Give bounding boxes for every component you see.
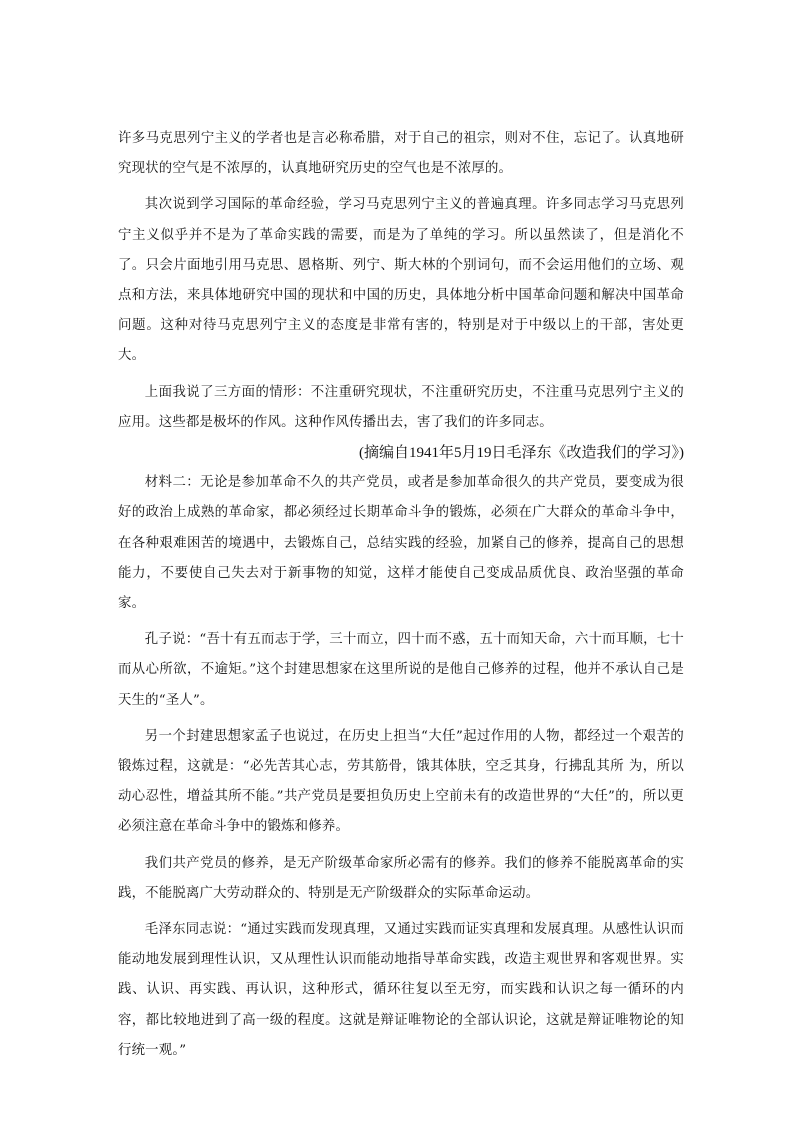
paragraph-material-two: 材料二：无论是参加革命不久的共产党员，或者是参加革命很久的共产党员，要变成为很好的政治上成熟的革命家，都必须经过长期革命斗争的锻炼，必须在广大群众的革命斗争中，在各种艰难困苦的境遇中，去锻炼自己，总结实践的经验，加紧自己的修养，提高自己的思想能力，不要使自己失去对于新事物的知觉，这样才能使自己变成品质优良、政治坚强的革命家。 bbox=[118, 475, 684, 612]
paragraph-3: 上面我说了三方面的情形：不注重研究现状，不注重研究历史，不注重马克思列宁主义的应用。这些都是极坏的作风。这种作风传播出去，害了我们的许多同志。 bbox=[118, 384, 684, 430]
paragraph-confucius: 孔子说：“吾十有五而志于学，三十而立，四十而不惑，五十而知天命，六十而耳顺，七十而从心所欲，不逾矩。”这个封建思想家在这里所说的是他自己修养的过程，他并不承认自己是天生的“圣人”。 bbox=[118, 632, 684, 708]
paragraph-mencius: 另一个封建思想家孟子也说过，在历史上担当“大任”起过作用的人物，都经过一个艰苦的锻炼过程，这就是：“必先苦其心志，劳其筋骨，饿其体肤，空乏其身，行拂乱其所 为，所以动心忍性，增益其所不能。”共产党员是要担负历史上空前未有的改造世界的“大任”的，所以更必须注意在革命斗争中的锻炼和修养。 bbox=[118, 728, 684, 835]
document-body bbox=[118, 124, 684, 1066]
paragraph-2: 其次说到学习国际的革命经验，学习马克思列宁主义的普遍真理。许多同志学习马克思列宁主义似乎并不是为了革命实践的需要，而是为了单纯的学习。所以虽然读了，但是消化不了。只会片面地引用马克思、恩格斯、列宁、斯大林的个别词句，而不会运用他们的立场、观点和方法，来具体地研究中国的现状和中国的历史，具体地分析中国革命问题和解决中国革命问题。这种对待马克思列宁主义的态度是非常有害的，特别是对于中级以上的干部，害处更大。 bbox=[118, 197, 684, 364]
source-citation: (摘编自1941年5月19日毛泽东《改造我们的学习》) bbox=[359, 445, 684, 462]
paragraph-1: 许多马克思列宁主义的学者也是言必称希腊，对于自己的祖宗，则对不住，忘记了。认真地研究现状的空气是不浓厚的，认真地研究历史的空气也是不浓厚的。 bbox=[118, 131, 684, 177]
paragraph-mao-quote: 毛泽东同志说：“通过实践而发现真理，又通过实践而证实真理和发展真理。从感性认识而能动地发展到理性认识，又从理性认识而能动地指导革命实践，改造主观世界和客观世界。实践、认识、再实践、再认识，这种形式，循环往复以至无穷，而实践和认识之每一循环的内容，都比较地进到了高一级的程度。这就是辩证唯物论的全部认识论，这就是辩证唯物论的知行统一观。” bbox=[118, 922, 684, 1058]
paragraph-cultivation: 我们共产党员的修养，是无产阶级革命家所必需有的修养。我们的修养不能脱离革命的实践，不能脱离广大劳动群众的、特别是无产阶级群众的实际革命运动。 bbox=[118, 855, 684, 901]
